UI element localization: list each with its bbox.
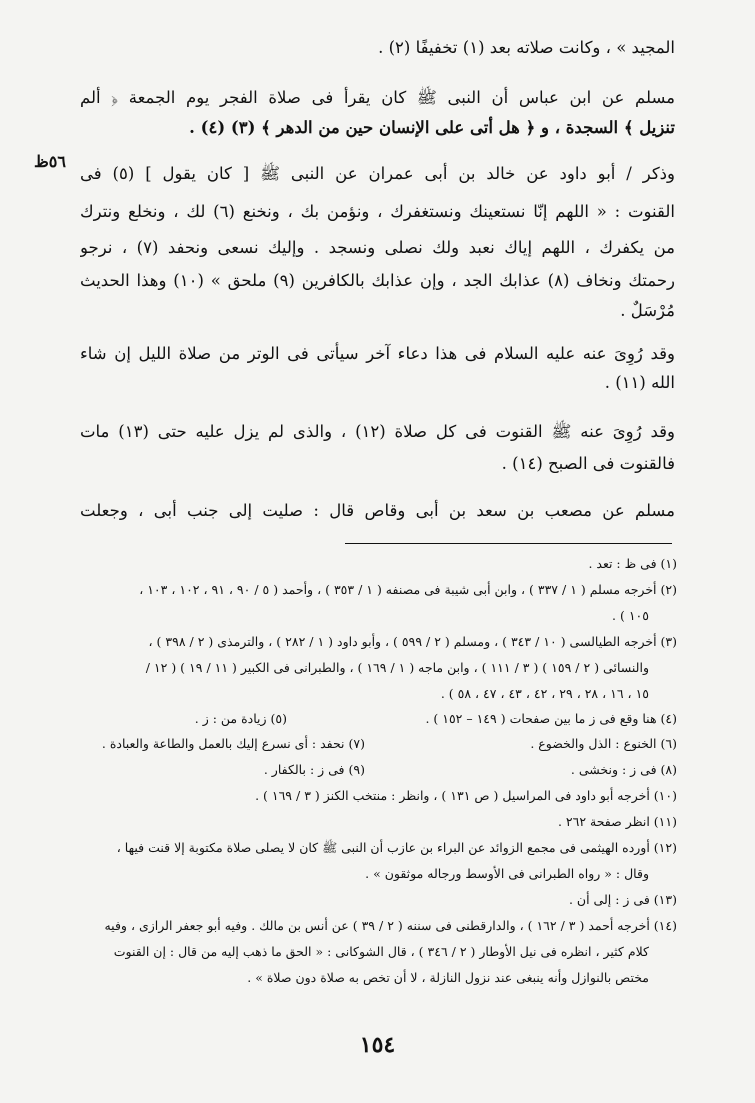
footnote-14: (١٤) أخرجه أحمد ( ٣ / ١٦٢ ) ، والدارقطنى فى سننه ( ٢ / ٣٩ ) عن أنس بن مالك . وفيه أبو جعفر الرازى ، وفيه bbox=[104, 918, 677, 933]
footnote-2: (٢) أخرجه مسلم ( ١ / ٣٣٧ ) ، وابن أبى شيبة فى مصنفه ( ١ / ٣٥٣ ) ، وأحمد ( ٥ / ٩٠ ، ٩١ ، ١٠٢ ، ١٠٣ ، bbox=[139, 582, 677, 597]
footnote-4: (٤) هنا وقع فى ز ما بين صفحات ( ١٤٩ – ١٥٢ ) . bbox=[425, 711, 677, 726]
body-line-8: مُرْسَلٌ . bbox=[620, 301, 675, 320]
footnote-12: (١٢) أورده الهيثمى فى مجمع الزوائد عن البراء بن عازب أن النبى ﷺ كان لا يصلى صلاة مكتوبة إلا قنت فيها ، bbox=[116, 840, 677, 855]
body-line-9: وقد رُوِىَ عنه عليه السلام فى هذا دعاء آخر سيأتى فى الوتر من صلاة الليل إن شاء bbox=[80, 344, 675, 363]
body-line-2: مسلم عن ابن عباس أن النبى ﷺ كان يقرأ فى صلاة الفجر يوم الجمعة ﴿ ألم bbox=[80, 88, 675, 107]
body-line-1: المجيد » ، وكانت صلاته بعد (١) تخفيفًا (٢) . bbox=[378, 38, 675, 57]
footnote-14-cont-2: مختص بالنوازل وأنه ينبغى عند نزول النازلة ، لا أن تخص به صلاة دون صلاة » . bbox=[247, 970, 649, 985]
body-line-4: وذكر / أبو داود عن خالد بن أبى عمران عن النبى ﷺ [ كان يقول ] (٥) فى bbox=[80, 164, 675, 183]
body-line-13: مسلم عن مصعب بن سعد بن أبى وقاص قال : صليت إلى جنب أبى ، وجعلت bbox=[80, 501, 675, 520]
footnote-9: (٩) فى ز : بالكفار . bbox=[263, 762, 365, 777]
footnote-11: (١١) انظر صفحة ٢٦٢ . bbox=[557, 814, 677, 829]
footnote-14-cont: كلام كثير ، انظره فى نيل الأوطار ( ٢ / ٣٤٦ ) ، قال الشوكانى : « الحق ما ذهب إليه من قال : إن القنوت bbox=[113, 944, 649, 959]
body-line-12: فالقنوت فى الصبح (١٤) . bbox=[501, 454, 675, 473]
footnote-3: (٣) أخرجه الطيالسى ( ١٠ / ٣٤٣ ) ، ومسلم ( ٢ / ٥٩٩ ) ، وأبو داود ( ١ / ٢٨٢ ) ، والترمذى ( ٢ / ٣٩٨ ) ، bbox=[148, 634, 677, 649]
footnote-1: (١) فى ظ : تعد . bbox=[588, 556, 677, 571]
body-line-7: رحمتك ونخاف (٨) عذابك الجد ، وإن عذابك بالكافرين (٩) ملحق » (١٠) وهذا الحديث bbox=[80, 271, 675, 290]
footnote-10: (١٠) أخرجه أبو داود فى المراسيل ( ص ١٣١ ) ، وانظر : منتخب الكنز ( ٣ / ١٦٩ ) . bbox=[255, 788, 677, 803]
footnote-7: (٧) نحفد : أى نسرع إليك بالعمل والطاعة والعبادة . bbox=[101, 736, 365, 751]
footnote-5: (٥) زيادة من : ز . bbox=[194, 711, 287, 726]
body-line-11: وقد رُوِىَ عنه ﷺ القنوت فى كل صلاة (١٢) ، والذى لم يزل عليه حتى (١٣) مات bbox=[80, 422, 675, 441]
footnote-6: (٦) الخنوع : الذل والخضوع . bbox=[530, 736, 677, 751]
page-number: ١٥٤ bbox=[359, 1032, 396, 1058]
footnote-3-cont: والنسائى ( ٢ / ١٥٩ ) ( ٣ / ١١١ ) ، وابن ماجه ( ١ / ١٦٩ ) ، والطبرانى فى الكبير ( ١١ / ١٩ ) ( ١٢ / bbox=[145, 660, 649, 675]
footnote-3-cont-2: ١٥ ، ١٦ ، ٢٨ ، ٢٩ ، ٤٢ ، ٤٣ ، ٤٧ ، ٥٨ ) . bbox=[440, 686, 649, 701]
body-line-5: القنوت : « اللهم إنّا نستعينك ونستغفرك ، ونؤمن بك ، ونخنع (٦) لك ، ونخلع ونترك bbox=[80, 202, 675, 221]
body-line-3: تنزيل ﴾ السجدة ، و ﴿ هل أتى على الإنسان حين من الدهر ﴾ (٣) (٤) . bbox=[189, 118, 675, 137]
footnote-13: (١٣) فى ز : إلى أن . bbox=[568, 892, 677, 907]
manuscript-folio-marker: ٥٦ظ bbox=[34, 152, 66, 171]
body-line-10: الله (١١) . bbox=[604, 373, 675, 392]
footnote-separator bbox=[345, 543, 672, 544]
body-line-6: من يكفرك ، اللهم إياك نعبد ولك نصلى ونسجد . وإليك نسعى ونحفد (٧) ، نرجو bbox=[80, 238, 675, 257]
footnote-8: (٨) فى ز : ونخشى . bbox=[570, 762, 677, 777]
footnote-12-cont: وقال : « رواه الطبرانى فى الأوسط ورجاله موثقون » . bbox=[365, 866, 649, 881]
footnote-2-cont: ١٠٥ ) . bbox=[612, 608, 649, 623]
